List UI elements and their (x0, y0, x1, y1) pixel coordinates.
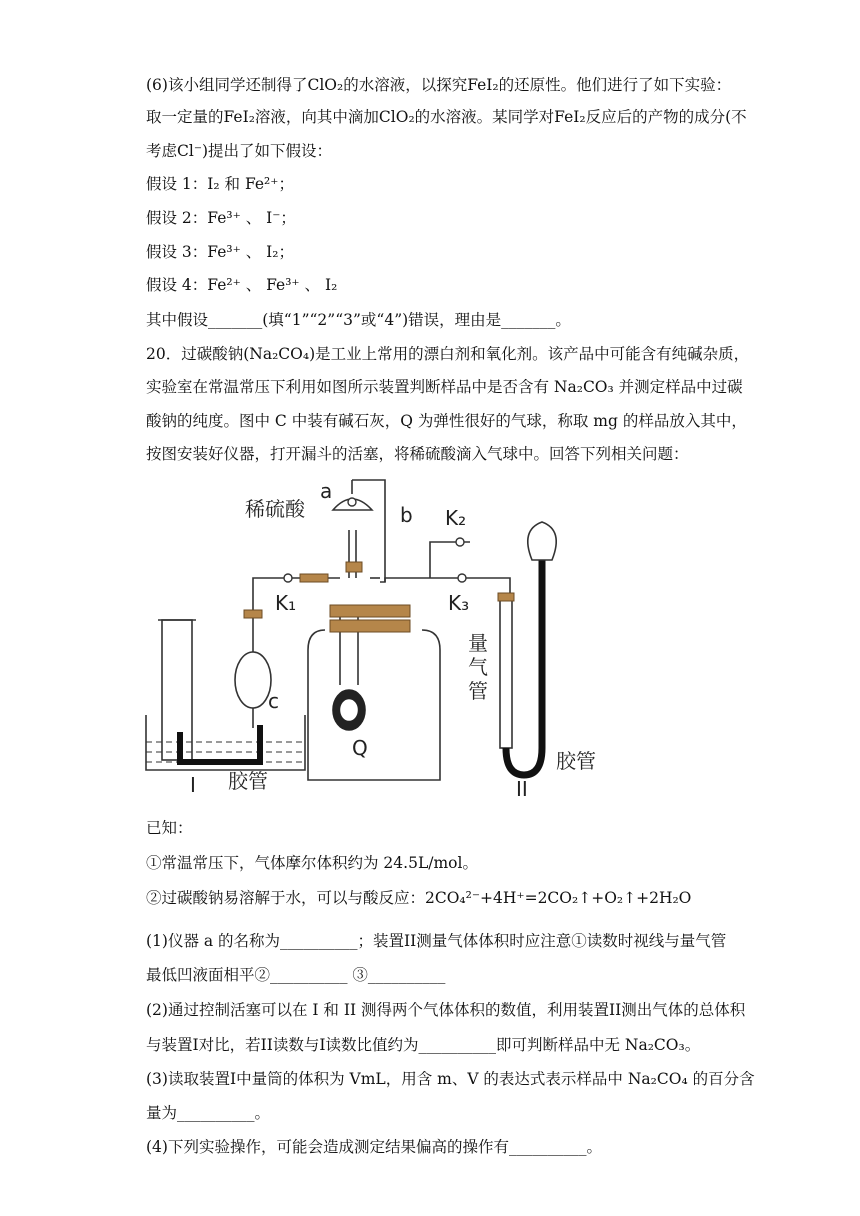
stopcock-a (348, 498, 356, 506)
label-ii: II (516, 777, 528, 800)
label-acid: 稀硫酸 (245, 497, 305, 521)
leveling-bulb (528, 522, 556, 560)
q6-line2: 取一定量的FeI₂溶液，向其中滴加ClO₂的水溶液。某同学对FeI₂反应后的产物的成分(不 (146, 108, 747, 126)
part1-line1: (1)仪器 a 的名称为__________；装置II测量气体体积时应注意①读数时视线与量气管 (146, 932, 727, 950)
label-k1: K₁ (275, 591, 297, 615)
apparatus-diagram (140, 470, 700, 800)
label-gauge-3: 管 (468, 679, 488, 703)
rubber-joint (300, 574, 328, 582)
hypothesis-3: 假设 3：Fe³⁺ 、 I₂； (146, 243, 294, 261)
label-gauge-2: 气 (468, 655, 488, 679)
q20-line3: 酸钠的纯度。图中 C 中装有碱石灰，Q 为弹性很好的气球，称取 mg 的样品放入其中， (146, 412, 747, 430)
part4-line: (4)下列实验操作，可能会造成测定结果偏高的操作有__________。 (146, 1138, 602, 1156)
stopper-bottom (330, 620, 410, 632)
q6-line1: (6)该小组同学还制得了ClO₂的水溶液，以探究FeI₂的还原性。他们进行了如下实验： (146, 76, 732, 94)
gauge-collar (498, 593, 514, 601)
label-q: Q (352, 736, 368, 760)
stopcock-k2 (456, 538, 464, 546)
drying-tube (235, 652, 271, 708)
label-b: b (400, 503, 413, 527)
stopcock-k3 (458, 574, 466, 582)
label-i: I (190, 773, 196, 797)
q20-line2: 实验室在常温常压下利用如图所示装置判断样品中是否含有 Na₂CO₃ 并测定样品中过碳 (146, 378, 743, 396)
hypothesis-2: 假设 2：Fe³⁺ 、 I⁻； (146, 209, 296, 227)
q20-line4: 按图安装好仪器，打开漏斗的活塞，将稀硫酸滴入气球中。回答下列相关问题： (146, 445, 689, 463)
label-a: a (320, 479, 333, 503)
label-tube2: 胶管 (556, 749, 596, 773)
label-k2: K₂ (445, 506, 467, 530)
part2-line1: (2)通过控制活塞可以在 I 和 II 测得两个气体体积的数值，利用装置II测出气体的总体积 (146, 1001, 746, 1019)
q6-answer-line: 其中假设_______(填“1”“2”“3”或“4”)错误，理由是_______。 (146, 311, 571, 329)
part1-line2: 最低凹液面相平②__________ ③__________ (146, 966, 446, 984)
label-k3: K₃ (448, 591, 470, 615)
q6-line3: 考虑Cl⁻)提出了如下假设： (146, 142, 333, 160)
bottle (308, 630, 440, 780)
hypothesis-4: 假设 4：Fe²⁺ 、 Fe³⁺ 、 I₂ (146, 276, 338, 294)
hypothesis-1: 假设 1：I₂ 和 Fe²⁺； (146, 175, 294, 193)
known-2: ②过碳酸钠易溶解于水，可以与酸反应：2CO₄²⁻+4H⁺=2CO₂↑+O₂↑+2H₂O (146, 889, 692, 907)
funnel-collar (346, 562, 362, 572)
label-c: c (268, 689, 279, 713)
part2-line2: 与装置I对比，若II读数与I读数比值约为__________即可判断样品中无 Na₂CO₃。 (146, 1036, 701, 1054)
known-1: ①常温常压下，气体摩尔体积约为 24.5L/mol。 (146, 854, 478, 872)
part3-line2: 量为__________。 (146, 1104, 271, 1122)
q20-line1: 20．过碳酸钠(Na₂CO₄)是工业上常用的漂白剂和氧化剂。该产品中可能含有纯碱杂质， (146, 345, 750, 363)
gauge-tube (500, 598, 512, 748)
k1-connector (244, 610, 262, 618)
known-title: 已知： (146, 819, 193, 837)
part3-line1: (3)读取装置I中量筒的体积为 VmL，用含 m、V 的表达式表示样品中 Na₂CO₄ 的百分含 (146, 1070, 755, 1088)
stopper-top (330, 605, 410, 617)
label-tube1: 胶管 (228, 769, 268, 793)
label-gauge-1: 量 (468, 631, 488, 655)
stopcock-k1 (284, 574, 292, 582)
